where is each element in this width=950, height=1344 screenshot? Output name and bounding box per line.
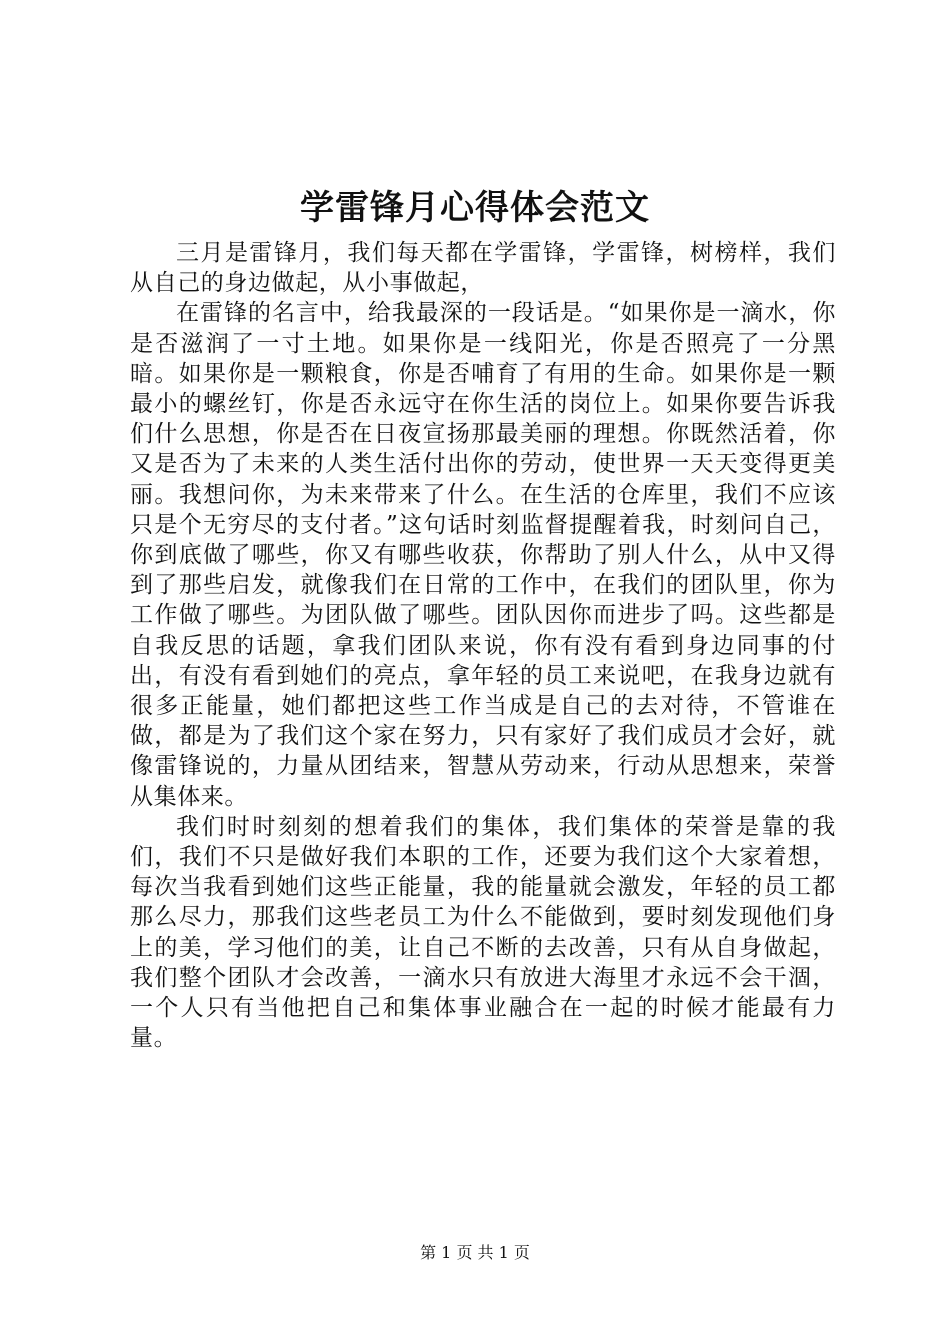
page-number-footer: 第 1 页 共 1 页 xyxy=(420,1243,530,1262)
paragraph-2: 在雷锋的名言中，给我最深的一段话是。“如果你是一滴水，你是否滋润了一寸土地。如果你是一线阳光，你是否照亮了一分黑暗。如果你是一颗粮食，你是否哺育了有用的生命。如果你是一颗最小的螺丝钉，你是否永远守在你生活的岗位上。如果你要告诉我们什么思想，你是否在日夜宣扬那最美丽的理想。你既然活着，你又是否为了未来的人类生活付出你的劳动，使世界一天天变得更美丽。我想问你，为未来带来了什么。在生活的仓库里，我们不应该只是个无穷尽的支付者。”这句话时刻监督提醒着我，时刻问自己，你到底做了哪些，你又有哪些收获，你帮助了别人什么，从中又得到了那些启发，就像我们在日常的工作中，在我们的团队里，你为工作做了哪些。为团队做了哪些。团队因你而进步了吗。这些都是自我反思的话题，拿我们团队来说，你有没有看到身边同事的付出，有没有看到她们的亮点，拿年轻的员工来说吧，在我身边就有很多正能量，她们都把这些工作当成是自己的去对待，不管谁在做，都是为了我们这个家在努力，只有家好了我们成员才会好，就像雷锋说的，力量从团结来，智慧从劳动来，行动从思想来，荣誉从集体来。 xyxy=(130,300,836,810)
paragraph-3: 我们时时刻刻的想着我们的集体，我们集体的荣誉是靠的我们，我们不只是做好我们本职的工作，还要为我们这个大家着想，每次当我看到她们这些正能量，我的能量就会激发，年轻的员工都那么尽力，那我们这些老员工为什么不能做到，要时刻发现他们身上的美，学习他们的美，让自己不断的去改善，只有从自身做起，我们整个团队才会改善，一滴水只有放进大海里才永远不会干涸，一个人只有当他把自己和集体事业融合在一起的时候才能最有力量。 xyxy=(130,813,836,1052)
document-title: 学雷锋月心得体会范文 xyxy=(300,188,650,228)
document-body xyxy=(130,238,836,1053)
paragraph-1: 三月是雷锋月，我们每天都在学雷锋，学雷锋，树榜样，我们从自己的身边做起，从小事做起， xyxy=(130,240,836,297)
